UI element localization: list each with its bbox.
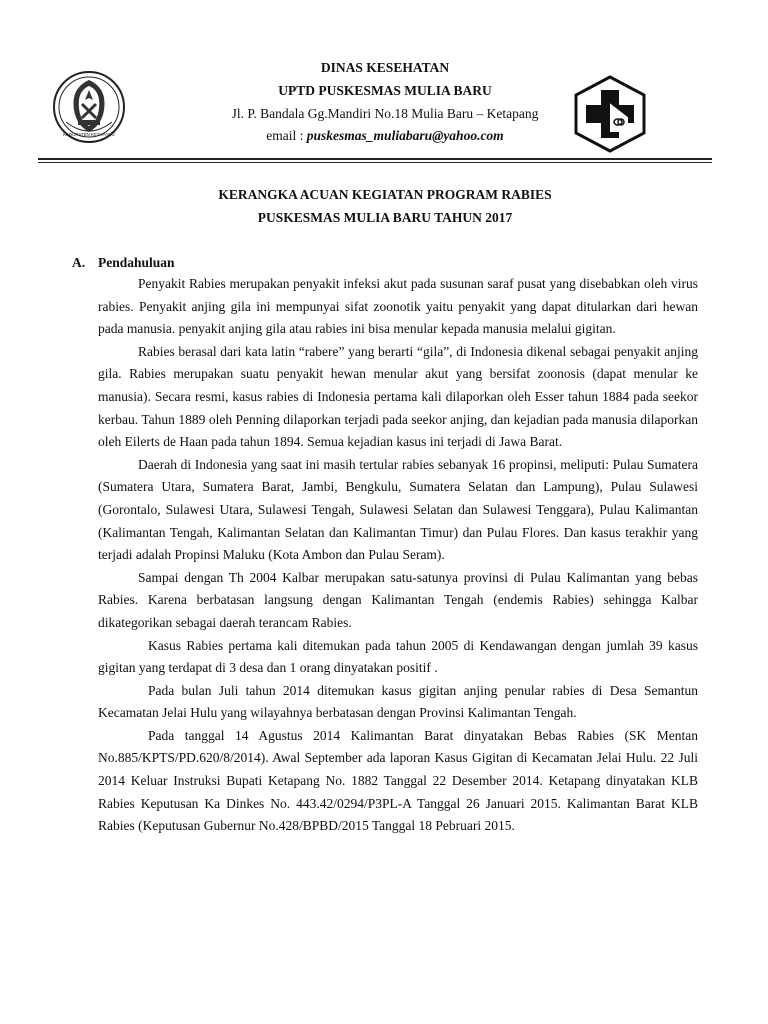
- section-heading: [72, 255, 175, 271]
- section-body: [98, 273, 698, 838]
- header-rule-thin: [38, 162, 712, 163]
- paragraph: Pada bulan Juli tahun 2014 ditemukan kasus gigitan anjing penular rabies di Desa Semantun Kecamatan Jelai Hulu yang wilayahnya berbatasan dengan Provinsi Kalimantan Tengah.: [98, 682, 698, 721]
- email-value: puskesmas_muliabaru@yahoo.com: [306, 128, 504, 143]
- paragraph: Daerah di Indonesia yang saat ini masih tertular rabies sebanyak 16 propinsi, meliputi: Pulau Sumatera (Sumatera Utara, Sumatera Barat, Jambi, Bengkulu, Sumatera Selatan dan Lampung), Pulau Sulawesi (Gorontalo, Sulawesi Utara, Sulawesi Tengah, Sulawesi Selatan dan Sulawesi Tenggara), Pulau Kalimantan (Kalimantan Tengah, Kalimantan Selatan dan Kalimantan Timur) dan Pulau Flores. Dan kasus terakhir yang terjadi adalah Propinsi Maluku (Kota Ambon dan Pulau Seram).: [98, 456, 698, 563]
- paragraph: Kasus Rabies pertama kali ditemukan pada tahun 2005 di Kendawangan dengan jumlah 39 kasus gigitan yang terdapat di 3 desa dan 1 orang dinyatakan positif .: [98, 637, 698, 676]
- paragraph: Sampai dengan Th 2004 Kalbar merupakan satu-satunya provinsi di Pulau Kalimantan yang bebas Rabies. Karena berbatasan langsung dengan Kalimantan Tengah (endemis Rabies) sehingga Kalbar dikategorikan sebagai daerah terancam Rabies.: [98, 569, 698, 630]
- section-title: Pendahuluan: [98, 255, 175, 270]
- document-subtitle: PUSKESMAS MULIA BARU TAHUN 2017: [257, 210, 513, 225]
- address: Jl. P. Bandala Gg.Mandiri No.18 Mulia Baru – Ketapang: [231, 106, 539, 121]
- header-rule-thick: [38, 158, 712, 160]
- svg-text:KABUPATEN KETAPANG: KABUPATEN KETAPANG: [63, 132, 115, 137]
- email-label: email :: [266, 128, 307, 143]
- paragraph: Rabies berasal dari kata latin “rabere” yang berarti “gila”, di Indonesia dikenal sebagai penyakit anjing gila. Rabies merupakan suatu penyakit hewan menular akut yang bersifat zoonosis (dapat menular ke manusia). Secara resmi, kasus rabies di Indonesia pertama kali dilaporkan oleh Esser tahun 1884 pada seekor kerbau. Tahun 1889 oleh Penning dilaporkan terjadi pada seekor anjing, dan kejadian pada manusia dilaporkan oleh Eilerts de Haan pada tahun 1894. Semua kejadian kasus ini terjadi di Jawa Barat.: [98, 343, 698, 450]
- puskesmas-name: UPTD PUSKESMAS MULIA BARU: [278, 83, 492, 98]
- paragraph: Pada tanggal 14 Agustus 2014 Kalimantan Barat dinyatakan Bebas Rabies (SK Mentan No.885/KPTS/PD.620/8/2014). Awal September ada laporan Kasus Gigitan di Kecamatan Jelai Hulu. 22 Juli 2014 Keluar Instruksi Bupati Ketapang No. 1882 Tanggal 22 Desember 2014. Ketapang dinyatakan KLB Rabies Keputusan Ka Dinkes No. 443.42/0294/P3PL-A Tanggal 26 Januari 2015. Kalimantan Barat KLB Rabies (Keputusan Gubernur No.428/BPBD/2015 Tanggal 18 Pebruari 2015.: [98, 727, 698, 834]
- paragraph: Penyakit Rabies merupakan penyakit infeksi akut pada susunan saraf pusat yang disebabkan oleh virus rabies. Penyakit anjing gila ini mempunyai sifat zoonotik yaitu penyakit yang dapat ditularkan dari hewan pada manusia. penyakit anjing gila atau rabies ini bisa menular kepada manusia melalui gigitan.: [98, 276, 698, 337]
- ketapang-regency-seal-icon: [52, 70, 126, 144]
- agency-name: DINAS KESEHATAN: [320, 60, 450, 75]
- email-line: [140, 128, 630, 144]
- document-title: KERANGKA ACUAN KEGIATAN PROGRAM RABIES: [218, 187, 552, 202]
- section-letter: A.: [72, 255, 86, 270]
- puskesmas-logo-icon: [570, 74, 650, 154]
